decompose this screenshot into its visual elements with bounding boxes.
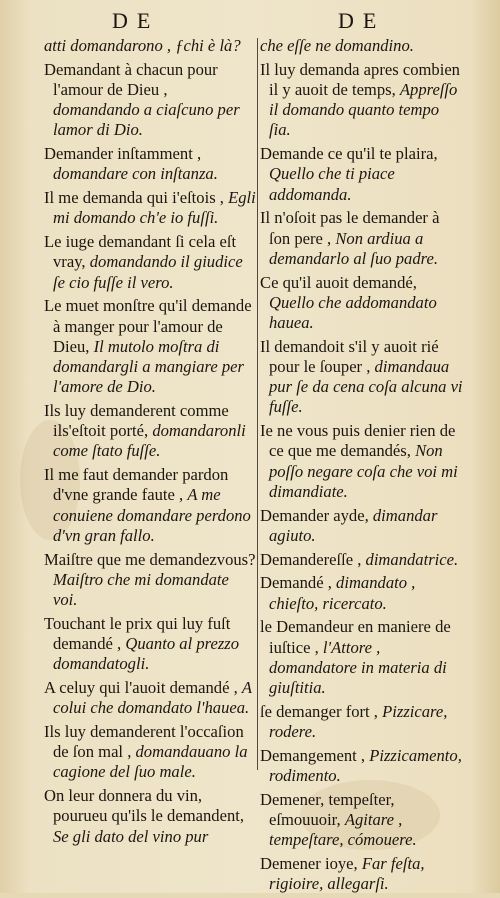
italian-translation: Quanto al prezzo domandatogli. [53,634,240,674]
dictionary-entry [260,746,464,786]
italian-translation: che eſſe ne domandino. [260,36,414,55]
dictionary-entry [44,786,256,847]
italian-translation: Far feſta, rigioire, allegarſi. [269,854,425,894]
running-head-left: DE [112,8,160,33]
dictionary-entry [260,702,464,742]
french-text: ſe demanger fort , [260,701,383,721]
dictionary-entry [260,273,464,334]
french-text: Le muet monſtre qu'il demande à manger pour l'amour de Dieu, [44,296,252,356]
italian-translation: Pizzicare, rodere. [269,701,448,742]
french-text: Ils luy demanderent comme ils'eſtoit porté, [44,401,229,441]
italian-translation: dimandar agiuto. [269,505,438,545]
french-text: Ce qu'il auoit demandé, [260,272,417,292]
italian-translation: Pizzicamento, rodimento. [269,745,462,786]
italian-translation: Maiſtro che mi domandate voi. [53,569,229,610]
italian-translation: domandauano la cagione del ſuo male. [53,742,248,782]
french-text: Il luy demanda apres combien il y auoit de temps, [260,59,460,99]
french-text: Touchant le prix qui luy fuſt demandé , [44,613,231,654]
column-divider [257,38,258,770]
italian-translation: dimandatrice. [365,549,459,569]
french-text: Il me faut demander pardon d'vne grande faute , [44,465,229,505]
italian-translation: l'Attore , domandatore in materia di giuſtitia. [269,637,447,698]
italian-translation: Il mutolo moſtra di domandargli a mangiare per l'amore de Dio. [53,336,244,397]
right-column [260,36,464,898]
french-text: On leur donnera du vin, pourueu qu'ils le demandent, [44,786,245,826]
italian-translation: domandando il giudice ſe cio fuſſe il vero. [53,252,243,292]
french-text: Demander inſtamment , [44,144,202,164]
dictionary-entry [44,401,256,462]
dictionary-entry [260,208,464,269]
french-text: Il demandoit s'il y auoit rié pour le ſouper , [260,336,439,377]
dictionary-entry [44,60,256,141]
italian-translation: A me conuiene domandare perdono d'vn gran fallo. [53,485,251,545]
french-text: le Demandeur en maniere de iuſtice , [260,617,451,657]
dictionary-entry [44,232,256,293]
dictionary-entry [260,617,464,698]
running-head-right: DE [338,8,386,33]
italian-translation: domandaronli come ſtato fuſſe. [53,421,246,461]
dictionary-entry [44,465,256,546]
dictionary-entry [260,144,464,205]
french-text: Il n'oſoit pas le demander à ſon pere , [260,208,440,248]
italian-translation: Appreſſo il domando quanto tempo ſia. [269,80,458,140]
french-text: Ils luy demanderent l'occaſion de ſon mal , [44,722,244,762]
italian-translation: A colui che domandato l'hauea. [53,678,252,718]
french-text: Le iuge demandant ſi cela eſt vray, [44,232,237,272]
italian-translation: Non ardiua a demandarlo al ſuo padre. [269,228,438,268]
dictionary-entry [44,188,256,228]
italian-translation: Quello che addomandato hauea. [269,292,437,333]
dictionary-entry [44,722,256,783]
french-text: Il me demanda qui i'eſtois , [44,188,229,208]
left-column [44,36,256,850]
dictionary-entry [260,573,464,613]
french-text: Demandant à chacun pour l'amour de Dieu , [44,59,218,99]
dictionary-entry [260,790,464,851]
italian-translation: Non poſſo negare coſa che voi mi dimandiate. [269,441,458,501]
dictionary-entry [260,550,464,570]
italian-translation: Egli mi domando ch'e io fuſſi. [53,188,256,228]
dictionary-entry [260,506,464,546]
french-text: Demande ce qu'il te plaira, [260,144,438,164]
french-text: Demangement , [260,745,370,765]
italian-translation: domandare con inſtanza. [53,164,218,184]
dictionary-entry [260,337,464,418]
french-text: Demandé , [260,573,337,593]
italian-translation: dimandato , chieſto, ricercato. [269,573,416,613]
italian-translation: Quello che ti piace addomanda. [269,164,395,204]
dictionary-entry [260,421,464,502]
french-text: Demener ioye, [260,854,362,874]
dictionary-entry [260,60,464,141]
italian-translation: Agitare , tempeſtare, cómouere. [269,810,417,850]
french-text: A celuy qui l'auoit demandé , [44,678,242,698]
italian-translation: Se gli dato del vino pur [53,826,209,846]
french-text: Demener, tempeſter, eſmouuoir, [260,789,395,830]
dictionary-entry [260,854,464,894]
page-header [0,8,500,36]
dictionary-entry [44,296,256,397]
dictionary-entry [260,36,464,56]
italian-translation: dimandaua pur ſe da cena coſa alcuna vi fuſſe. [269,357,463,417]
french-text: Ie ne vous puis denier rien de ce que me demandés, [260,421,456,461]
italian-translation: atti domandarono , ƒchi è là? [44,36,241,55]
french-text: Demander ayde, [260,505,373,525]
dictionary-entry [44,678,256,718]
italian-translation: domandando a ciaſcuno per lamor di Dio. [53,100,240,140]
dictionary-entry [44,36,256,56]
dictionary-entry [44,550,256,611]
dictionary-entry [44,614,256,675]
dictionary-entry [44,144,256,184]
french-text: Maiſtre que me demandezvous? [44,549,256,569]
french-text: Demandereſſe , [260,549,366,569]
